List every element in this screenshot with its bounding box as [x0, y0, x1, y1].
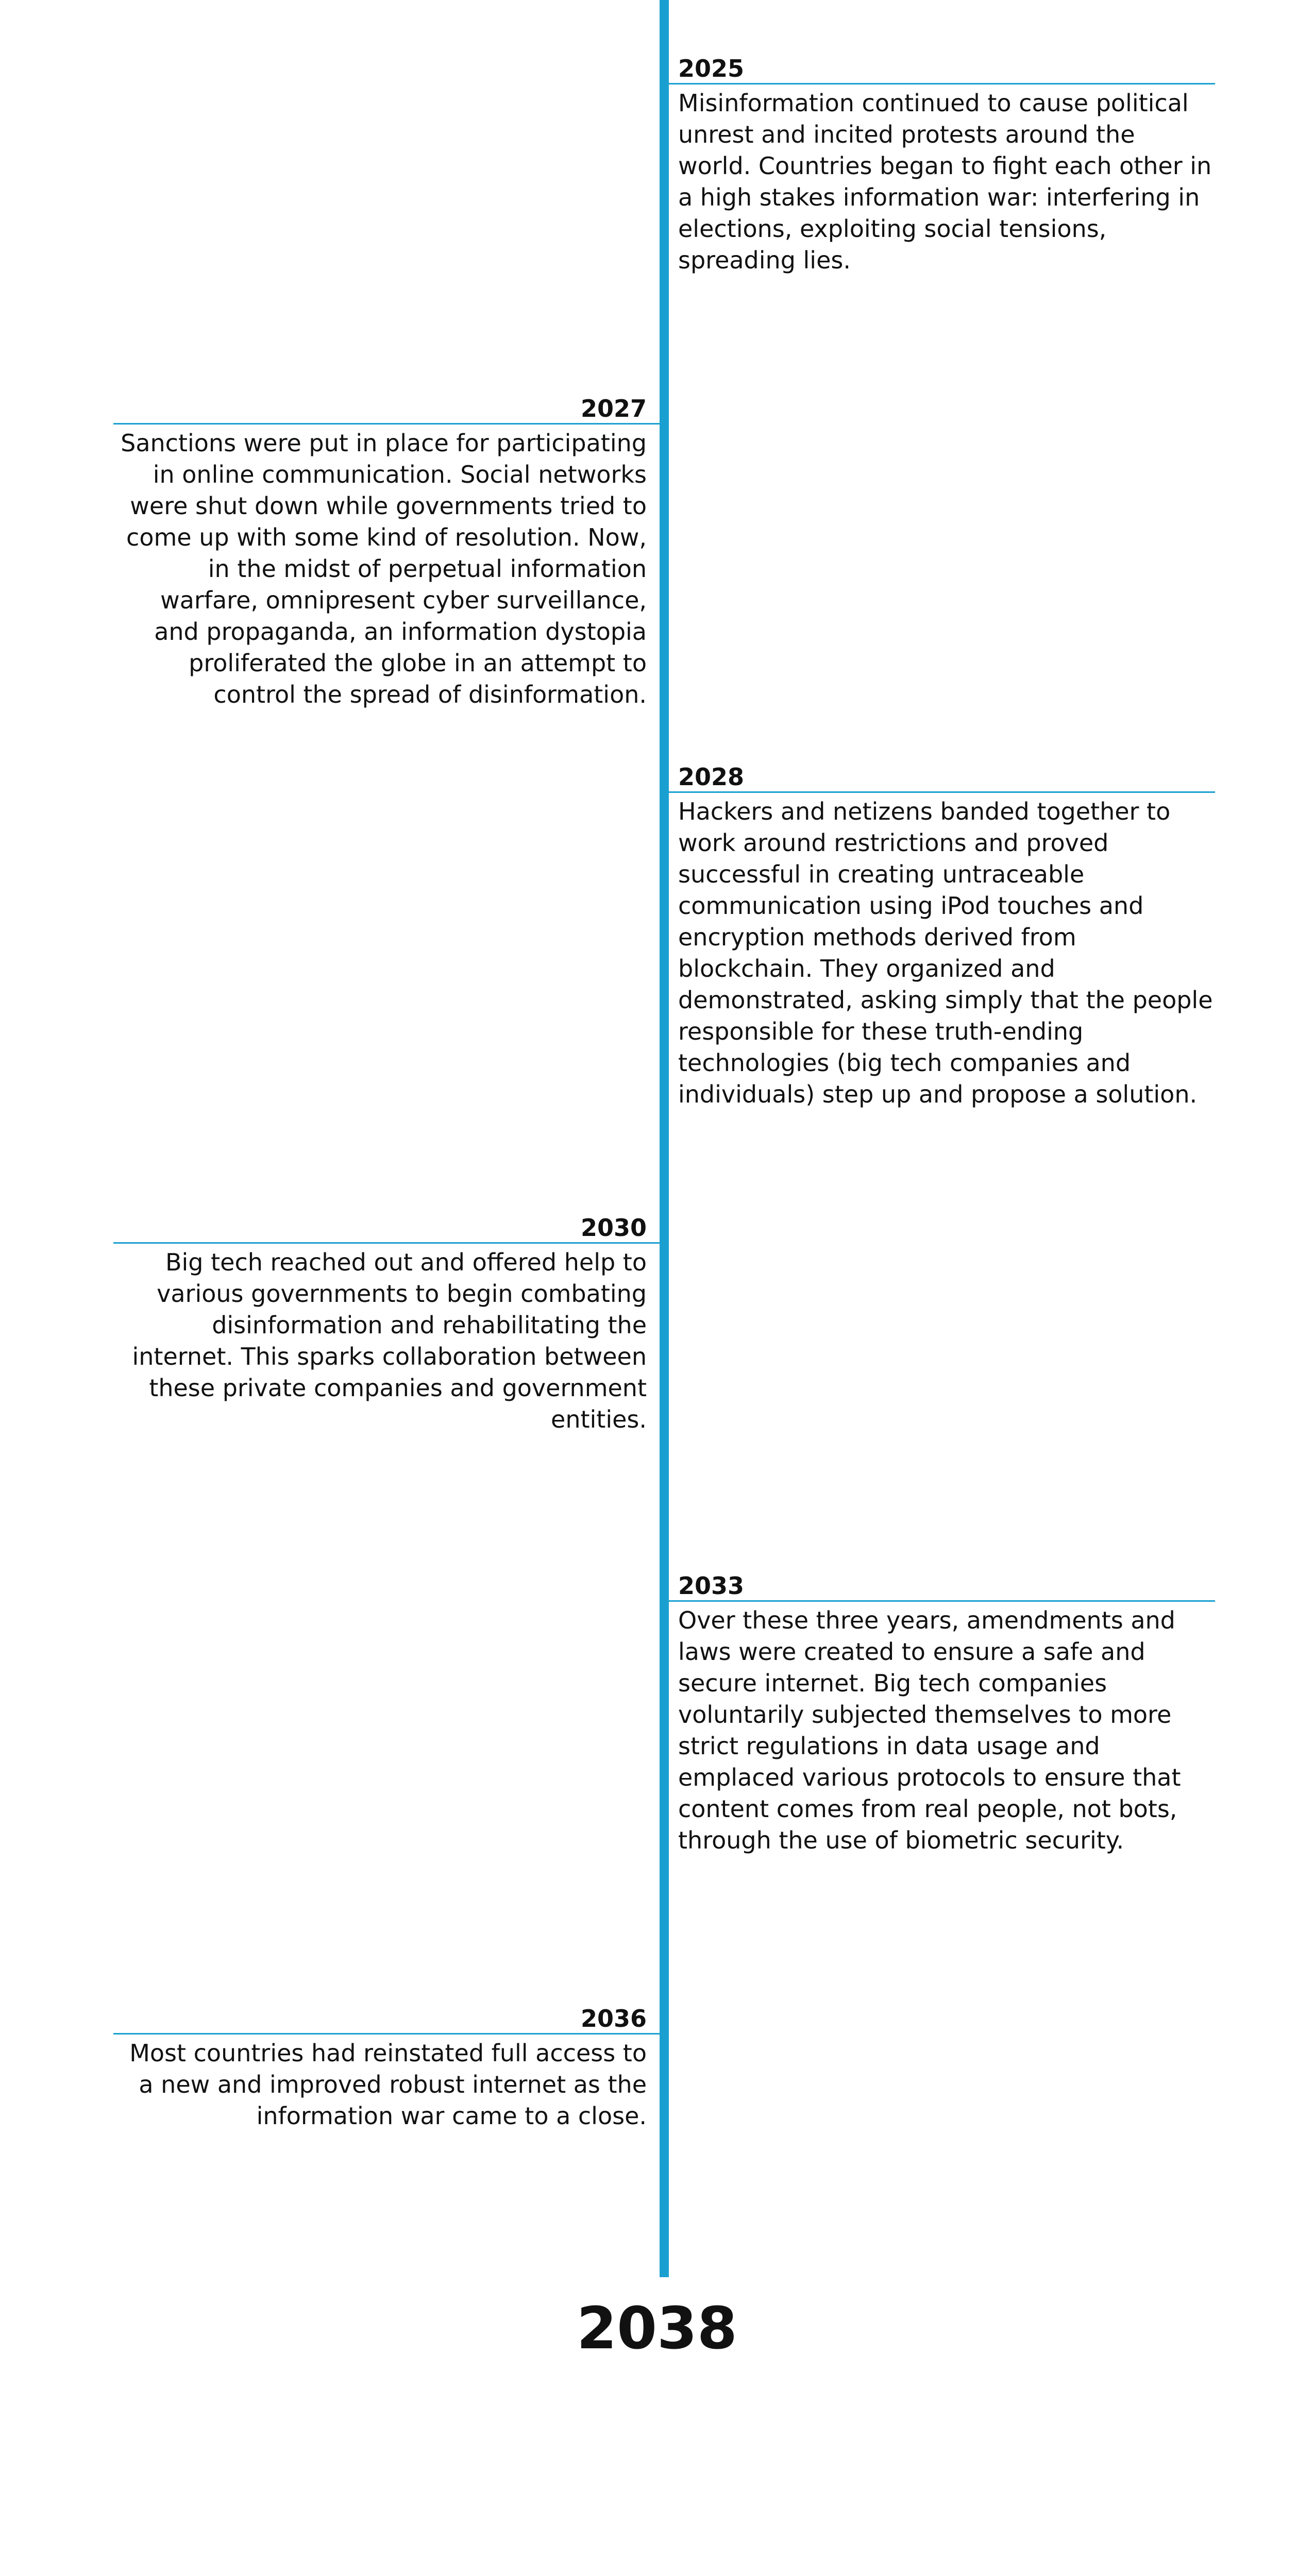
timeline-axis: [660, 0, 669, 2277]
entry-year: 2028: [669, 762, 1215, 793]
entry-text: Misinformation continued to cause political unrest and incited protests around the world. Countries began to fight each other in a high stakes information war: interfering in elections, exploiting social tensions, spreading lies.: [678, 89, 1212, 274]
timeline-entry-2025: [669, 54, 1215, 276]
entry-text: Big tech reached out and offered help to various governments to begin combating disinformation and rehabilitating the internet. This sparks collaboration between these private companies and government entities.: [132, 1248, 647, 1433]
final-year: 2038: [577, 2295, 737, 2362]
timeline-entry-2030: [113, 1213, 660, 1435]
timeline-entry-2033: [669, 1571, 1215, 1856]
entry-year: 2030: [113, 1213, 660, 1244]
entry-year: 2025: [669, 54, 1215, 84]
timeline-entry-2028: [669, 762, 1215, 1110]
entry-text: Sanctions were put in place for participating in online communication. Social networks were shut down while governments tried to come up with some kind of resolution. Now, in the midst of perpetual information warfare, omnipresent cyber surveillance, and propaganda, an information dystopia proliferated the globe in an attempt to control the spread of disinformation.: [121, 429, 647, 708]
timeline-entry-2027: [113, 394, 660, 710]
entry-text: Over these three years, amendments and laws were created to ensure a safe and secure internet. Big tech companies voluntarily subjected themselves to more strict regulations in data usage and emplaced various protocols to ensure that content comes from real people, not bots, through the use of biometric security.: [678, 1606, 1181, 1854]
entry-text: Hackers and netizens banded together to work around restrictions and proved successful in creating untraceable communication using iPod touches and encryption methods derived from blockchain. They organized and demonstrated, asking simply that the people responsible for these truth-ending technologies (big tech companies and individuals) step up and propose a solution.: [678, 798, 1213, 1108]
timeline-entry-2036: [113, 2004, 660, 2132]
entry-year: 2036: [113, 2004, 660, 2035]
entry-year: 2027: [113, 394, 660, 425]
entry-year: 2033: [669, 1571, 1215, 1602]
entry-text: Most countries had reinstated full access to a new and improved robust internet as the information war came to a close.: [129, 2039, 647, 2130]
